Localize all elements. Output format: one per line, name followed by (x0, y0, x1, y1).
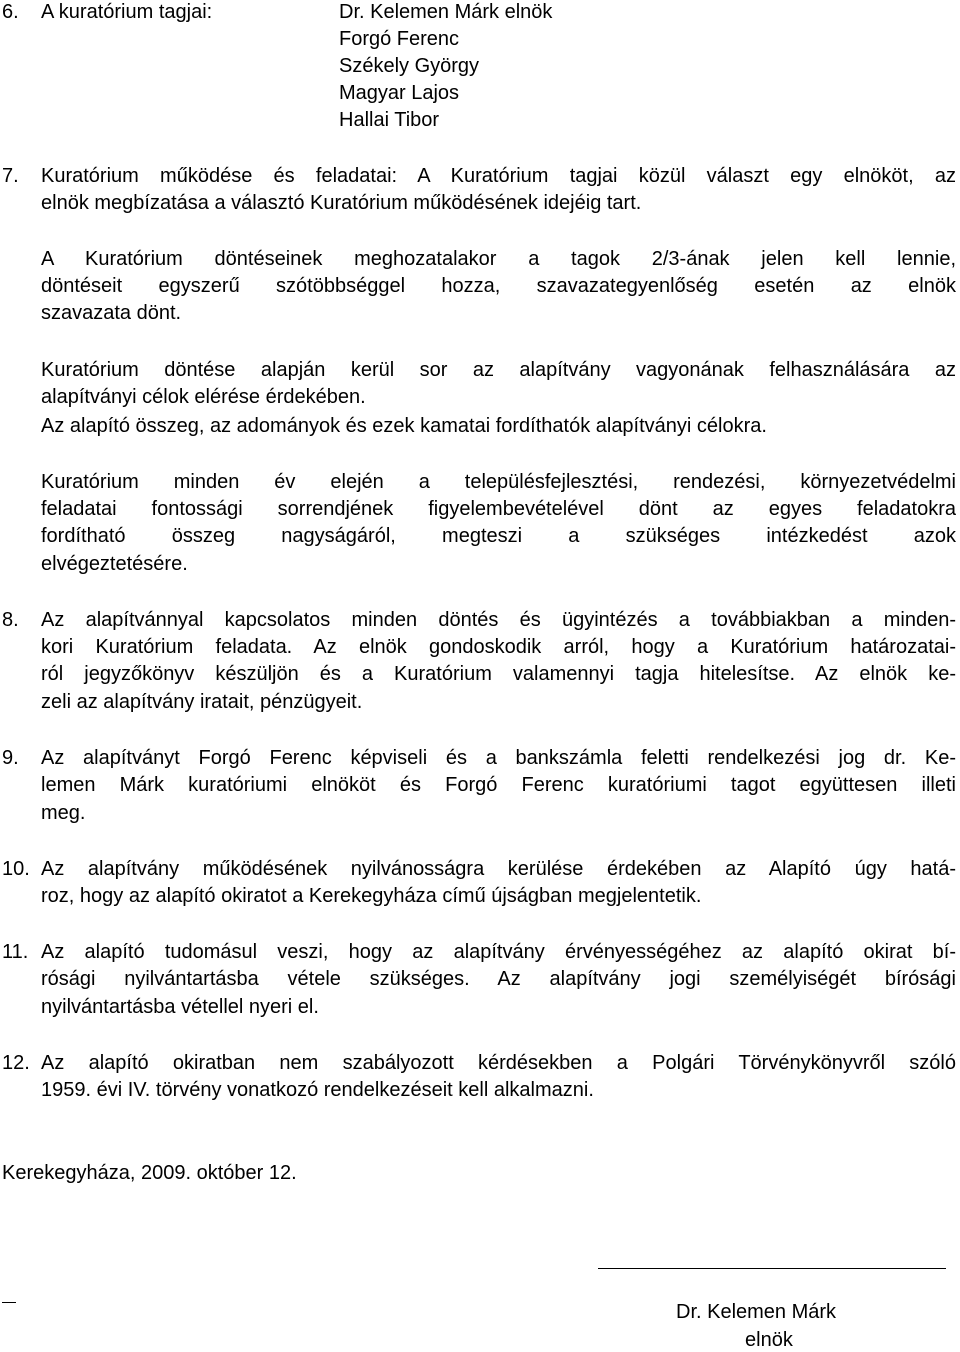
text-line: Az alapítvánnyal kapcsolatos minden döntés és ügyintézés a továbbiakban a minden- (41, 609, 956, 631)
text-line: elnök megbízatása a választó Kuratórium működésének idejéig tart. (41, 192, 642, 214)
member-line: Székely György (339, 55, 480, 77)
text-line: Kuratórium döntése alapján kerül sor az alapítvány vagyonának felhasználására az (41, 359, 956, 381)
member-line: Forgó Ferenc (339, 28, 460, 50)
text-line: alapítványi célok elérése érdekében. (41, 386, 366, 408)
section-number: 10. (2, 858, 30, 880)
text-line: Kuratórium működése és feladatai: A Kuratórium tagjai közül választ egy elnököt, az (41, 165, 956, 187)
signatory-title: elnök (745, 1329, 793, 1351)
signatory-name: Dr. Kelemen Márk (676, 1301, 837, 1323)
text-line: nyilvántartásba vétellel nyeri el. (41, 996, 319, 1018)
section-number: 8. (2, 609, 19, 631)
section-number: 11. (2, 941, 29, 963)
member-line: Magyar Lajos (339, 82, 460, 104)
text-line: Az alapító okiratban nem szabályozott kérdésekben a Polgári Törvénykönyvről szóló (41, 1052, 956, 1074)
text-line: elvégeztetésére. (41, 553, 188, 575)
section-number: 7. (2, 165, 19, 187)
text-line: kori Kuratórium feladata. Az elnök gondoskodik arról, hogy a Kuratórium határozatai- (41, 636, 956, 658)
section-number: 6. (2, 1, 19, 23)
member-line: Hallai Tibor (339, 109, 440, 131)
text-line: lemen Márk kuratóriumi elnököt és Forgó Ferenc kuratóriumi tagot együttesen illeti (41, 774, 956, 796)
place-date: Kerekegyháza, 2009. október 12. (2, 1162, 297, 1184)
signature-line (598, 1268, 946, 1269)
text-line: A Kuratórium döntéseinek meghozatalakor a tagok 2/3-ának jelen kell lennie, (41, 248, 956, 270)
text-line: Az alapító összeg, az adományok és ezek kamatai fordíthatók alapítványi célokra. (41, 415, 767, 437)
text-line: feladatai fontossági sorrendjének figyelembevételével dönt az egyes feladatokra (41, 498, 956, 520)
text-line: 1959. évi IV. törvény vonatkozó rendelkezéseit kell alkalmazni. (41, 1079, 594, 1101)
text-line: rósági nyilvántartásba vétele szükséges. Az alapítvány jogi személyiségét bírósági (41, 968, 956, 990)
text-line: szavazata dönt. (41, 302, 182, 324)
text-line: fordítható összeg nagyságáról, megteszi a szükséges intézkedést azok (41, 525, 956, 547)
text-line: Az alapítványt Forgó Ferenc képviseli és a bankszámla feletti rendelkezési jog dr. Ke- (41, 747, 956, 769)
text-line: roz, hogy az alapító okiratot a Kerekegyháza című újságban megjelentetik. (41, 885, 702, 907)
text-line: zeli az alapítvány iratait, pénzügyeit. (41, 691, 363, 713)
section-number: 9. (2, 747, 19, 769)
text-line: Kuratórium minden év elején a településfejlesztési, rendezési, környezetvédelmi (41, 471, 956, 493)
text-line: ról jegyzőkönyv készüljön és a Kuratórium valamennyi tagja hitelesítse. Az elnök ke- (41, 663, 956, 685)
member-line: Dr. Kelemen Márk elnök (339, 1, 553, 23)
section-number: 12. (2, 1052, 30, 1074)
text-line: döntéseit egyszerű szótöbbséggel hozza, szavazategyenlőség esetén az elnök (41, 275, 956, 297)
text-line: Az alapítvány működésének nyilvánosságra kerülése érdekében az Alapító úgy hatá- (41, 858, 956, 880)
text-line: meg. (41, 802, 86, 824)
section-label: A kuratórium tagjai: (41, 1, 213, 23)
text-line: Az alapító tudomásul veszi, hogy az alapítvány érvényességéhez az alapító okirat bí- (41, 941, 956, 963)
short-rule (2, 1302, 16, 1303)
